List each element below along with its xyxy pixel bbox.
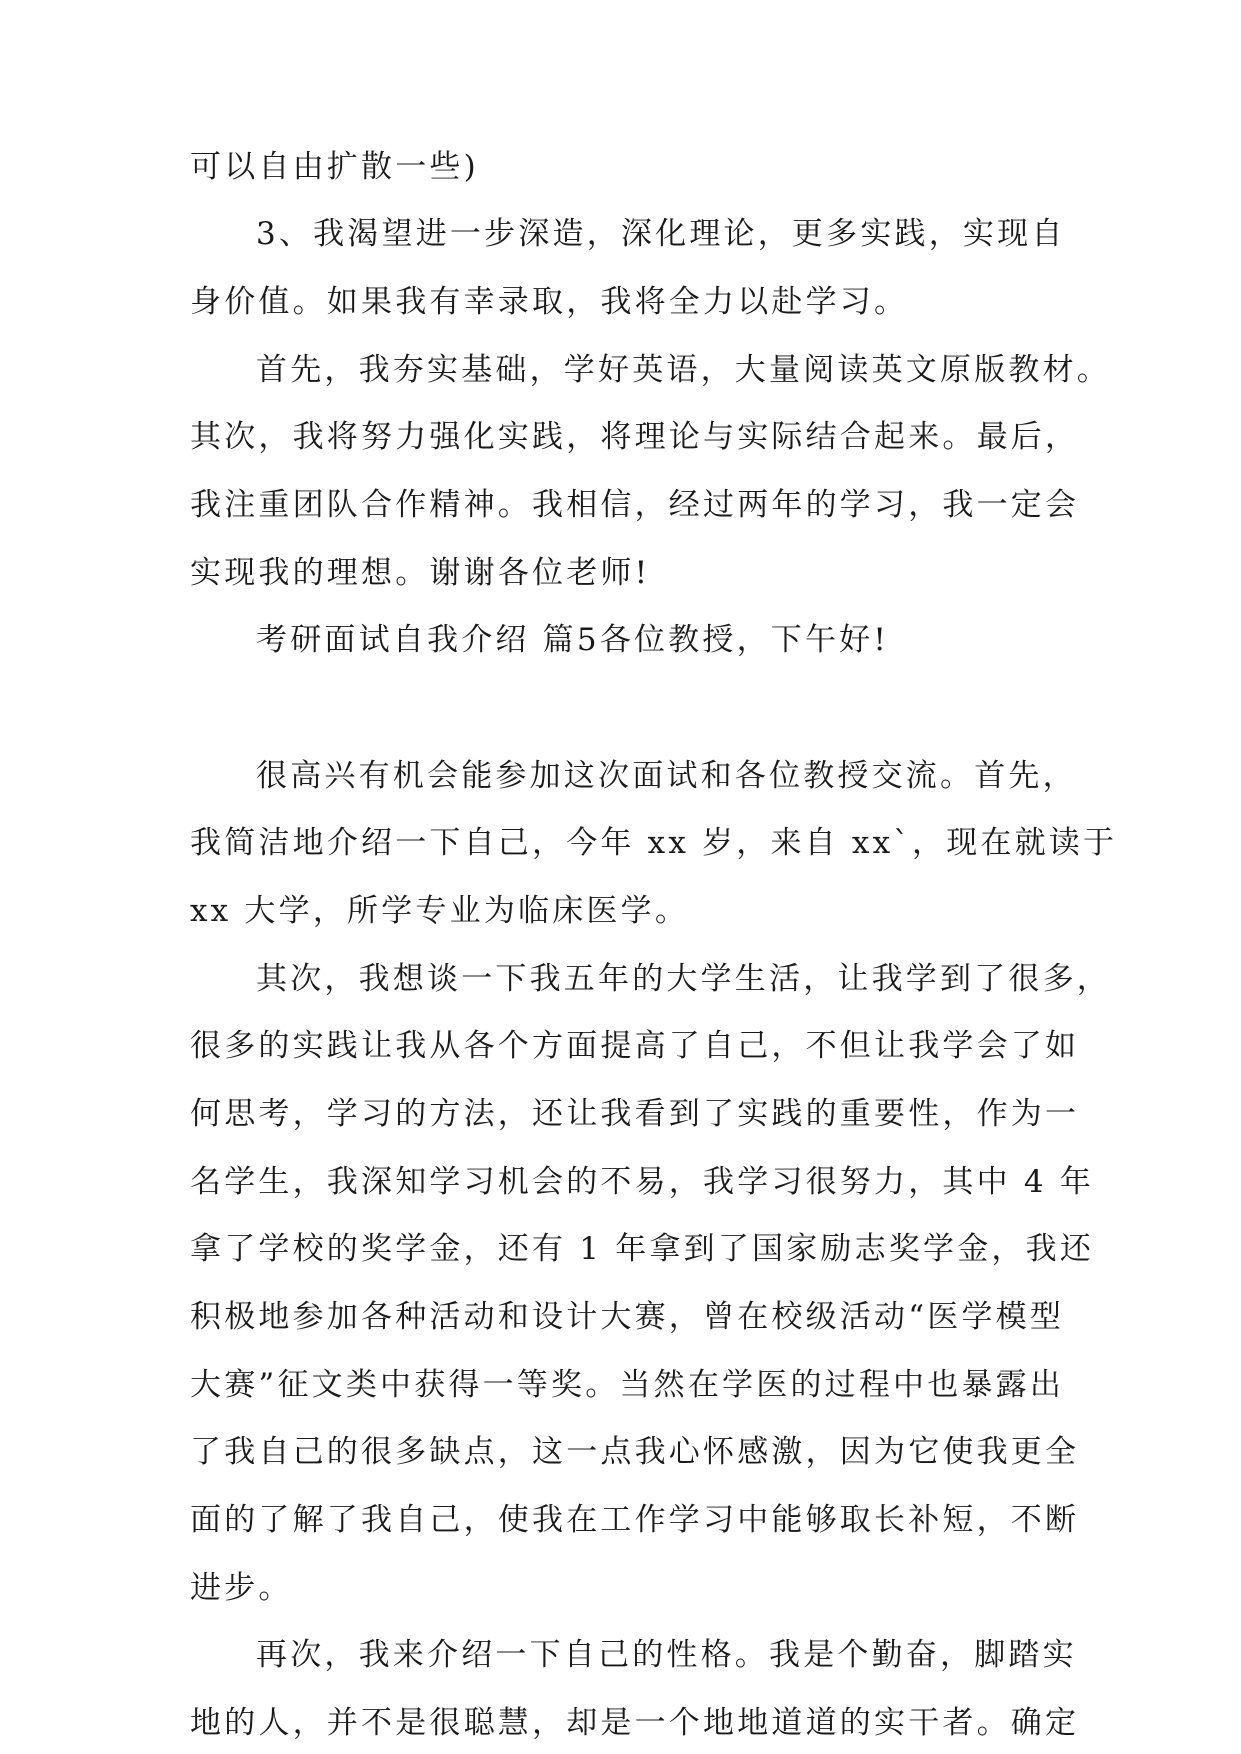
text-line: 名学生，我深知学习机会的不易，我学习很努力，其中 4 年 bbox=[190, 1164, 1095, 1200]
text-line: 其次，我想谈一下我五年的大学生活，让我学到了很多， bbox=[256, 961, 1111, 997]
text-line: 我简洁地介绍一下自己，今年 xx 岁，来自 xx`，现在就读于 bbox=[190, 825, 1118, 861]
text-line: 身价值。如果我有幸录取，我将全力以赴学习。 bbox=[190, 284, 909, 320]
text-line: 何思考，学习的方法，还让我看到了实践的重要性，作为一 bbox=[190, 1096, 1080, 1132]
text-line: 再次，我来介绍一下自己的性格。我是个勤奋，脚踏实 bbox=[256, 1637, 1077, 1673]
text-line: 可以自由扩散一些) bbox=[190, 149, 479, 185]
text-line: 进步。 bbox=[190, 1570, 293, 1606]
text-line: 首先，我夯实基础，学好英语，大量阅读英文原版教材。 bbox=[256, 352, 1111, 388]
text-line: 很高兴有机会能参加这次面试和各位教授交流。首先， bbox=[256, 758, 1077, 794]
text-line: 了我自己的很多缺点，这一点我心怀感激，因为它使我更全 bbox=[190, 1434, 1080, 1470]
text-line: 积极地参加各种活动和设计大赛，曾在校级活动“医学模型 bbox=[190, 1299, 1065, 1335]
text-line: 很多的实践让我从各个方面提高了自己，不但让我学会了如 bbox=[190, 1028, 1080, 1064]
text-line: xx 大学，所学专业为临床医学。 bbox=[190, 893, 690, 929]
text-line: 地的人，并不是很聪慧，却是一个地地道道的实干者。确定 bbox=[190, 1705, 1080, 1741]
text-line: 3、我渴望进一步深造，深化理论，更多实践，实现自 bbox=[256, 216, 1066, 252]
text-line: 拿了学校的奖学金，还有 1 年拿到了国家励志奖学金，我还 bbox=[190, 1231, 1095, 1267]
text-line: 我注重团队合作精神。我相信，经过两年的学习，我一定会 bbox=[190, 487, 1080, 523]
text-line: 面的了解了我自己，使我在工作学习中能够取长补短，不断 bbox=[190, 1502, 1080, 1538]
text-line: 实现我的理想。谢谢各位老师! bbox=[190, 555, 651, 591]
section-heading: 考研面试自我介绍 篇5各位教授，下午好! bbox=[256, 622, 890, 658]
text-line: 其次，我将努力强化实践，将理论与实际结合起来。最后， bbox=[190, 419, 1080, 455]
text-line: 大赛”征文类中获得一等奖。当然在学医的过程中也暴露出 bbox=[190, 1367, 1065, 1403]
